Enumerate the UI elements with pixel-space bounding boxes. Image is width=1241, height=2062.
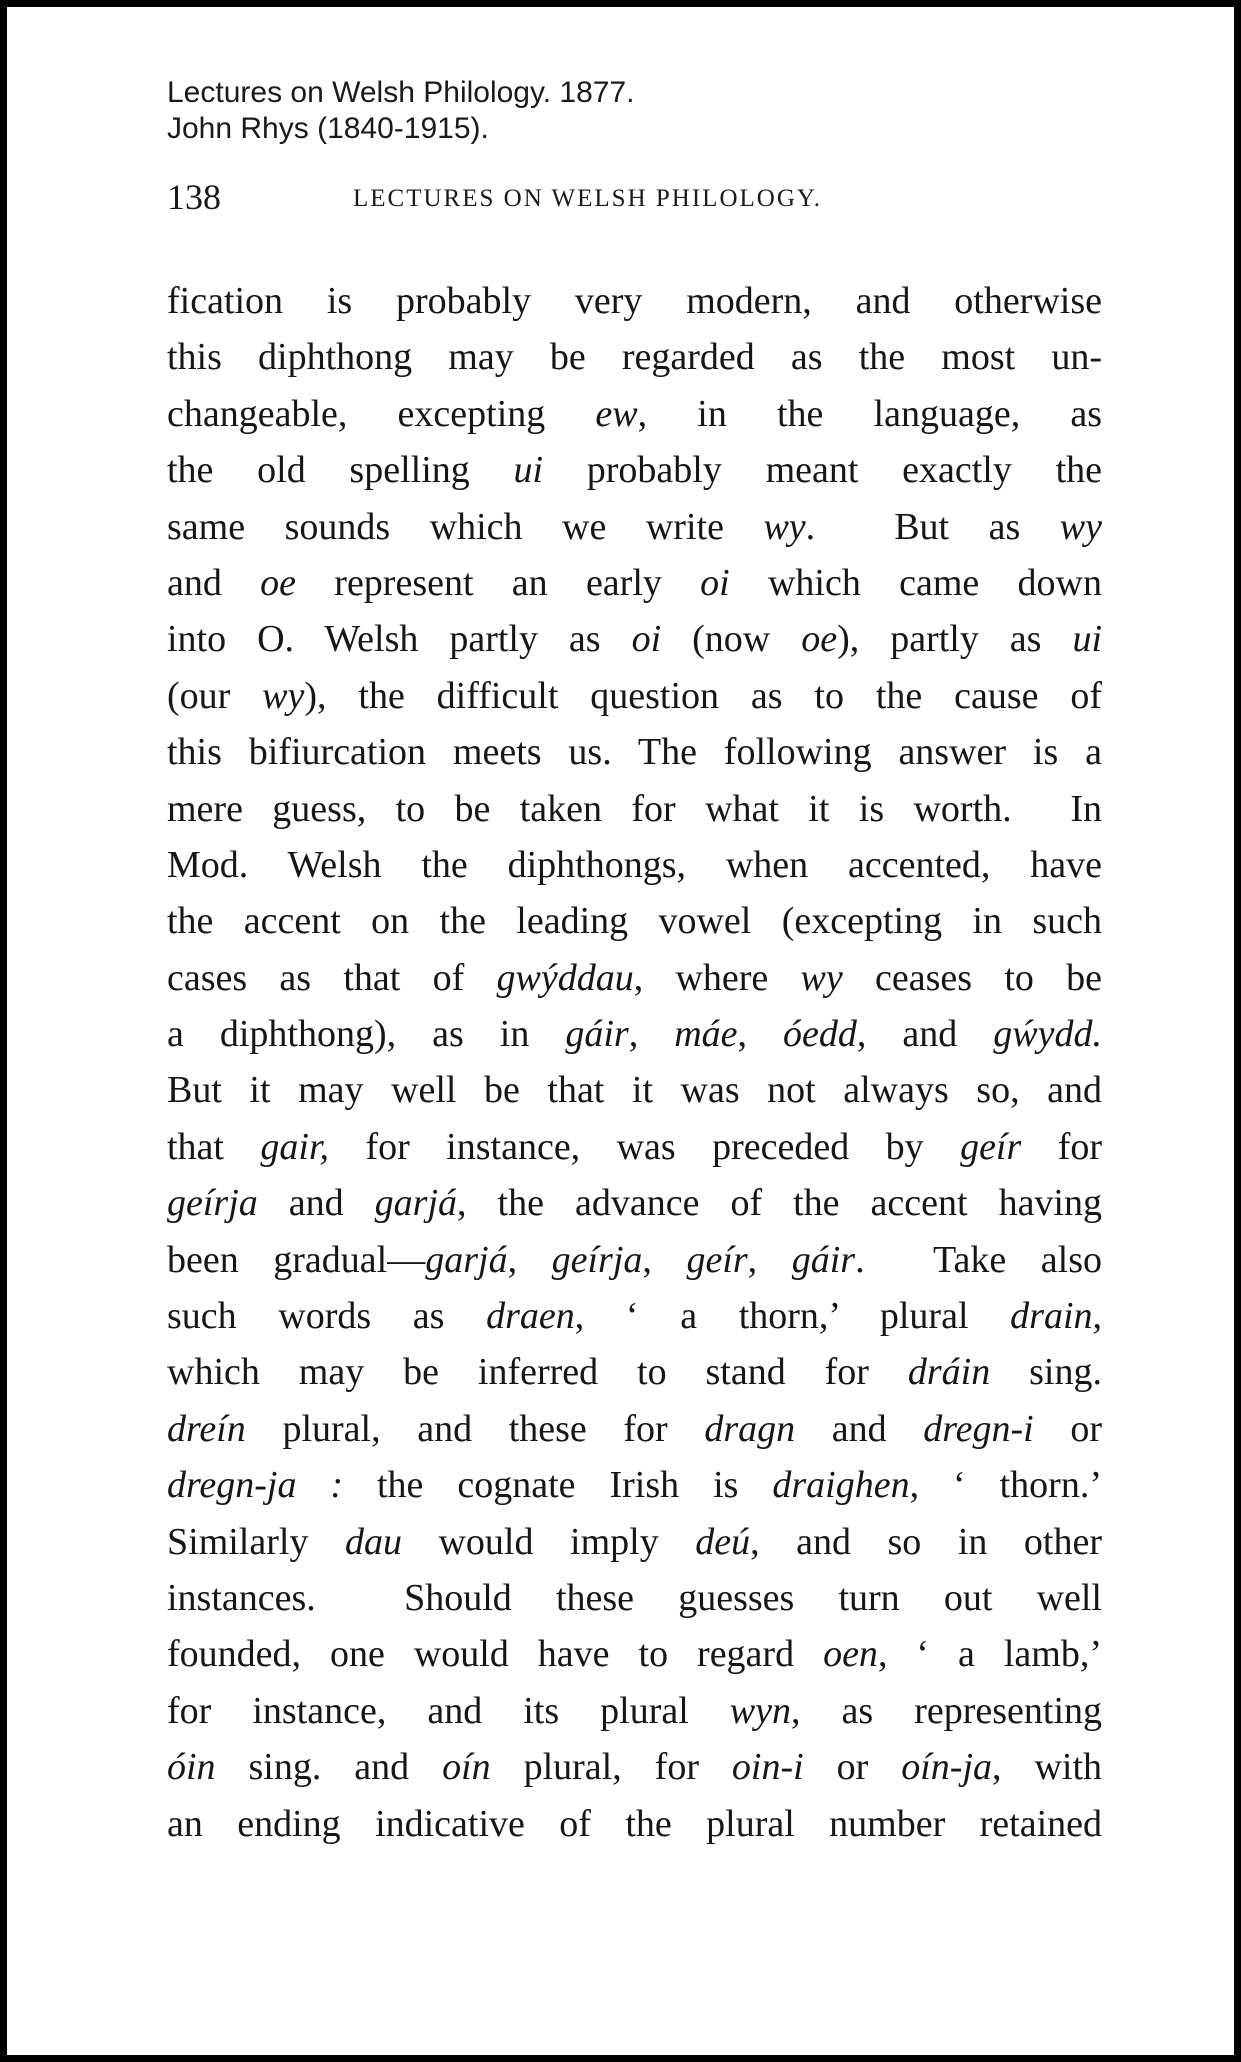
italic-term: garjá — [374, 1182, 458, 1225]
italic-term: oin-i — [731, 1746, 804, 1789]
italic-term: dau — [344, 1520, 402, 1563]
text-line — [167, 499, 1102, 555]
text-run: ), the difficult question as to the cause of — [304, 674, 1102, 717]
text-run: ), partly as — [837, 618, 1073, 661]
text-line — [167, 1006, 1102, 1062]
italic-term: oi — [700, 561, 730, 604]
italic-term: deú — [695, 1520, 751, 1563]
italic-term: wy — [262, 674, 305, 717]
text-run: for instance, was preceded by — [329, 1125, 961, 1168]
text-line — [167, 1401, 1102, 1457]
text-line — [167, 1344, 1102, 1400]
italic-term: draen — [486, 1295, 575, 1338]
italic-term: gẃydd. — [993, 1013, 1102, 1056]
text-run: been gradual— — [167, 1238, 426, 1281]
italic-term: oe — [260, 561, 297, 604]
italic-term: wy — [763, 505, 806, 548]
italic-term: dregn-ja : — [167, 1464, 344, 1507]
text-run: founded, one would have to regard — [167, 1633, 824, 1676]
text-line — [167, 329, 1102, 385]
text-line — [167, 1739, 1102, 1795]
text-line — [167, 1570, 1102, 1626]
text-run: or — [803, 1746, 902, 1789]
text-run: an ending indicative of the plural number retained — [167, 1802, 1102, 1845]
text-run: But it may well be that it was not always so, and — [167, 1069, 1102, 1112]
text-run: which may be inferred to stand for — [167, 1351, 908, 1394]
italic-term: ui — [513, 449, 544, 492]
text-run: , ‘ a thorn,’ plural — [574, 1295, 1011, 1338]
text-line — [167, 611, 1102, 667]
italic-term: gwýddau — [496, 956, 634, 999]
italic-term: draighen — [772, 1464, 910, 1507]
text-run: this bifiurcation meets us. The following answer is a — [167, 731, 1102, 774]
text-run: represent an early — [296, 561, 701, 604]
italic-term: oín-ja — [901, 1746, 993, 1789]
text-run: cases as that of — [167, 956, 497, 999]
text-run: , and so in other — [750, 1520, 1102, 1563]
italic-term: máe — [674, 1013, 738, 1056]
text-run: and — [257, 1182, 375, 1225]
italic-term: dráin — [907, 1351, 991, 1394]
text-run: a diphthong), as in — [167, 1013, 566, 1056]
text-run: . But as — [805, 505, 1060, 548]
text-run: same sounds which we write — [167, 505, 764, 548]
text-run: , — [1092, 1295, 1103, 1338]
italic-term: geír — [960, 1125, 1022, 1168]
text-run: sing. and — [215, 1746, 443, 1789]
text-run: the accent on the leading vowel (excepting in such — [167, 900, 1102, 943]
text-run: , as representing — [791, 1689, 1103, 1732]
italic-term: wyn — [729, 1689, 792, 1732]
text-run: for — [1021, 1125, 1103, 1168]
body-text — [167, 273, 1102, 1852]
running-head — [167, 175, 1102, 219]
italic-term: geír — [686, 1238, 748, 1281]
text-line — [167, 1626, 1102, 1682]
italic-term: dregn-i — [923, 1407, 1034, 1450]
page-number: 138 — [167, 177, 221, 217]
text-run: (now — [661, 618, 802, 661]
text-run: and — [167, 561, 261, 604]
text-run: this diphthong may be regarded as the most un- — [167, 336, 1102, 379]
text-run: fication is probably very modern, and otherwise — [167, 280, 1102, 322]
text-line — [167, 1119, 1102, 1175]
italic-term: drain — [1010, 1295, 1093, 1338]
italic-term: dreín — [167, 1407, 246, 1450]
text-run: , — [628, 1013, 675, 1056]
text-run: would imply — [401, 1520, 696, 1563]
running-title: LECTURES ON WELSH PHILOLOGY. — [353, 185, 822, 212]
text-line — [167, 442, 1102, 498]
text-run: that — [167, 1125, 261, 1168]
text-run: . Take also — [855, 1238, 1103, 1281]
text-line — [167, 1683, 1102, 1739]
text-line — [167, 781, 1102, 837]
italic-term: wy — [1059, 505, 1102, 548]
italic-term: óin — [167, 1746, 216, 1789]
text-line — [167, 837, 1102, 893]
text-run: for instance, and its plural — [167, 1689, 730, 1732]
italic-term: oe — [801, 618, 838, 661]
italic-term: wy — [800, 956, 843, 999]
text-run: probably meant exactly the — [543, 449, 1102, 492]
text-run: instances. Should these guesses turn out well — [167, 1576, 1102, 1619]
text-line — [167, 1232, 1102, 1288]
text-line — [167, 273, 1102, 329]
caption-author-line: John Rhys (1840-1915). — [167, 112, 489, 145]
text-run: , the advance of the accent having — [457, 1182, 1102, 1225]
text-line — [167, 386, 1102, 442]
italic-term: dragn — [704, 1407, 796, 1450]
italic-term: oen — [823, 1633, 878, 1676]
italic-term: oín — [442, 1746, 491, 1789]
text-run: Similarly — [167, 1520, 345, 1563]
text-run: , — [642, 1238, 687, 1281]
text-run: (our — [167, 674, 263, 717]
text-line — [167, 1796, 1102, 1852]
italic-term: geírja — [551, 1238, 643, 1281]
italic-term: ui — [1072, 618, 1102, 661]
text-line — [167, 1457, 1102, 1513]
text-run: changeable, excepting — [167, 392, 596, 435]
text-run: , ‘ a lamb,’ — [877, 1633, 1103, 1676]
text-line — [167, 1175, 1102, 1231]
text-line — [167, 893, 1102, 949]
text-run: the old spelling — [167, 449, 514, 492]
text-run: , and — [856, 1013, 994, 1056]
text-run: the cognate Irish is — [343, 1464, 773, 1507]
text-run: , — [507, 1238, 552, 1281]
text-run: and — [795, 1407, 924, 1450]
italic-term: oi — [631, 618, 662, 661]
text-run: which came down — [729, 561, 1102, 604]
text-run: plural, for — [490, 1746, 732, 1789]
text-run: Mod. Welsh the diphthongs, when accented, have — [167, 843, 1102, 886]
text-line — [167, 950, 1102, 1006]
text-run: , where — [633, 956, 801, 999]
italic-term: ew — [595, 392, 638, 435]
text-run: , — [737, 1013, 784, 1056]
text-run: sing. — [990, 1351, 1102, 1394]
source-caption — [167, 75, 635, 147]
text-run: mere guess, to be taken for what it is worth. In — [167, 787, 1102, 830]
text-run: such words as — [167, 1295, 487, 1338]
text-run: into O. Welsh partly as — [167, 618, 632, 661]
text-line — [167, 724, 1102, 780]
italic-term: geírja — [167, 1182, 258, 1225]
text-run: ceases to be — [842, 956, 1102, 999]
text-run: , in the language, as — [637, 392, 1103, 435]
text-line — [167, 668, 1102, 724]
italic-term: gair, — [260, 1125, 330, 1168]
text-run: plural, and these for — [245, 1407, 705, 1450]
text-run: , — [747, 1238, 792, 1281]
text-line — [167, 1514, 1102, 1570]
text-line — [167, 555, 1102, 611]
caption-title-line: Lectures on Welsh Philology. 1877. — [167, 76, 635, 109]
text-run: , with — [992, 1746, 1103, 1789]
italic-term: garjá — [425, 1238, 508, 1281]
text-line — [167, 1062, 1102, 1118]
italic-term: gáir — [565, 1013, 629, 1056]
text-line — [167, 1288, 1102, 1344]
italic-term: gáir — [791, 1238, 856, 1281]
text-run: , ‘ thorn.’ — [909, 1464, 1102, 1507]
italic-term: óedd — [783, 1013, 857, 1056]
text-run: or — [1033, 1407, 1102, 1450]
